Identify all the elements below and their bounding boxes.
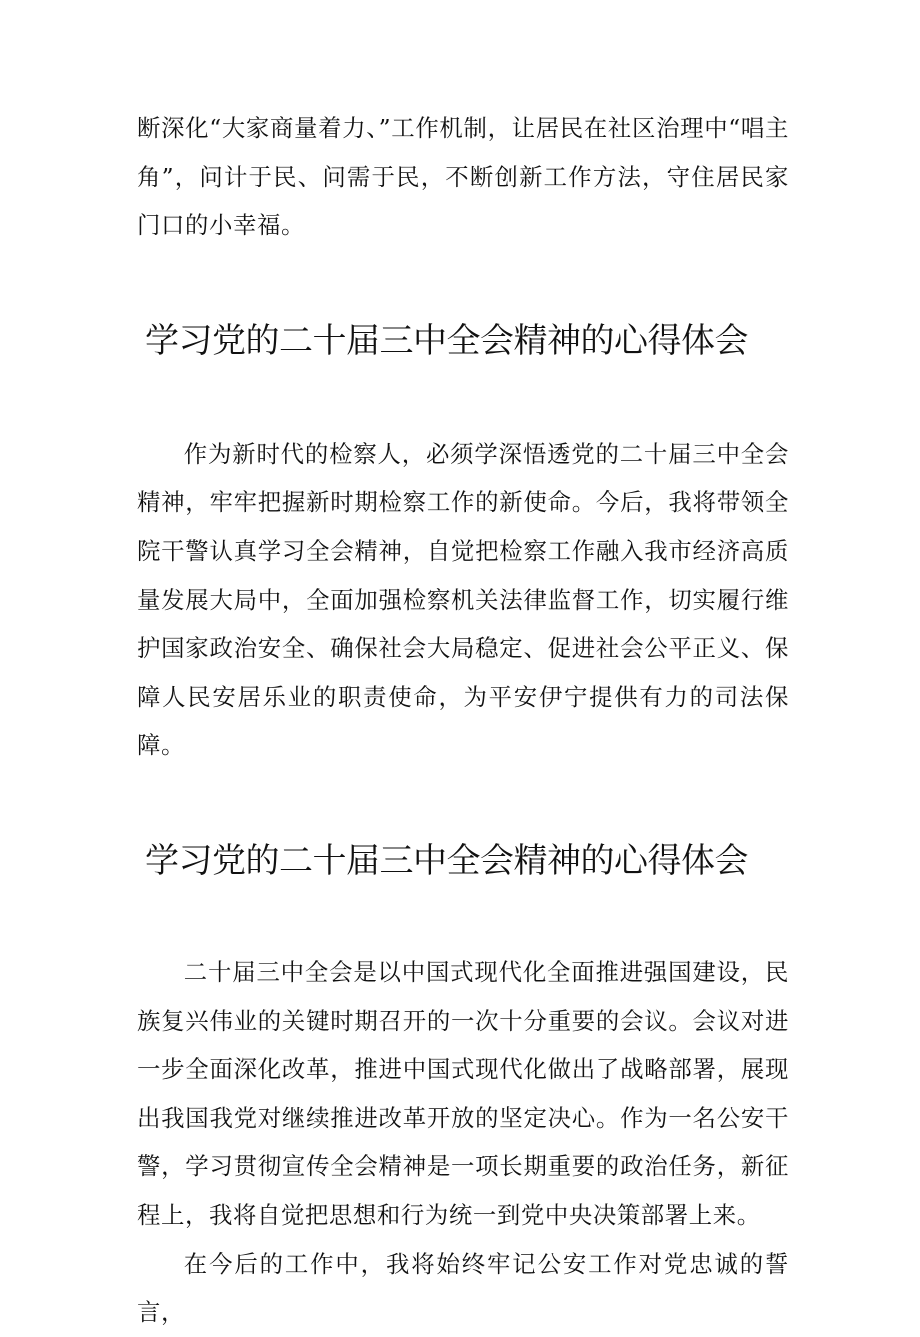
- section-2-paragraph-2: 在今后的工作中，我将始终牢记公安工作对党忠诚的誓言，: [137, 1249, 789, 1327]
- intro-paragraph: 断深化“大家商量着力、”工作机制，让居民在社区治理中“唱主角”，问计于民、问需于民，不断创新工作方法，守住居民家门口的小幸福。: [137, 114, 789, 240]
- section-heading-1: 学习党的二十届三中全会精神的心得体会: [145, 320, 748, 361]
- document-body: [137, 104, 789, 1337]
- section-heading-2: 学习党的二十届三中全会精神的心得体会: [145, 840, 748, 881]
- section-2-paragraph-1: 二十届三中全会是以中国式现代化全面推进强国建设，民族复兴伟业的关键时期召开的一次十分重要的会议。会议对进一步全面深化改革，推进中国式现代化做出了战略部署，展现出我国我党对继续推进改革开放的坚定决心。作为一名公安干警，学习贯彻宣传全会精神是一项长期重要的政治任务，新征程上，我将自觉把思想和行为统一到党中央决策部署上来。: [137, 957, 789, 1229]
- section-1-paragraph-1: 作为新时代的检察人，必须学深悟透党的二十届三中全会精神，牢牢把握新时期检察工作的新使命。今后，我将带领全院干警认真学习全会精神，自觉把检察工作融入我市经济高质量发展大局中，全面加强检察机关法律监督工作，切实履行维护国家政治安全、确保社会大局稳定、促进社会公平正义、保障人民安居乐业的职责使命，为平安伊宁提供有力的司法保障。: [137, 439, 789, 760]
